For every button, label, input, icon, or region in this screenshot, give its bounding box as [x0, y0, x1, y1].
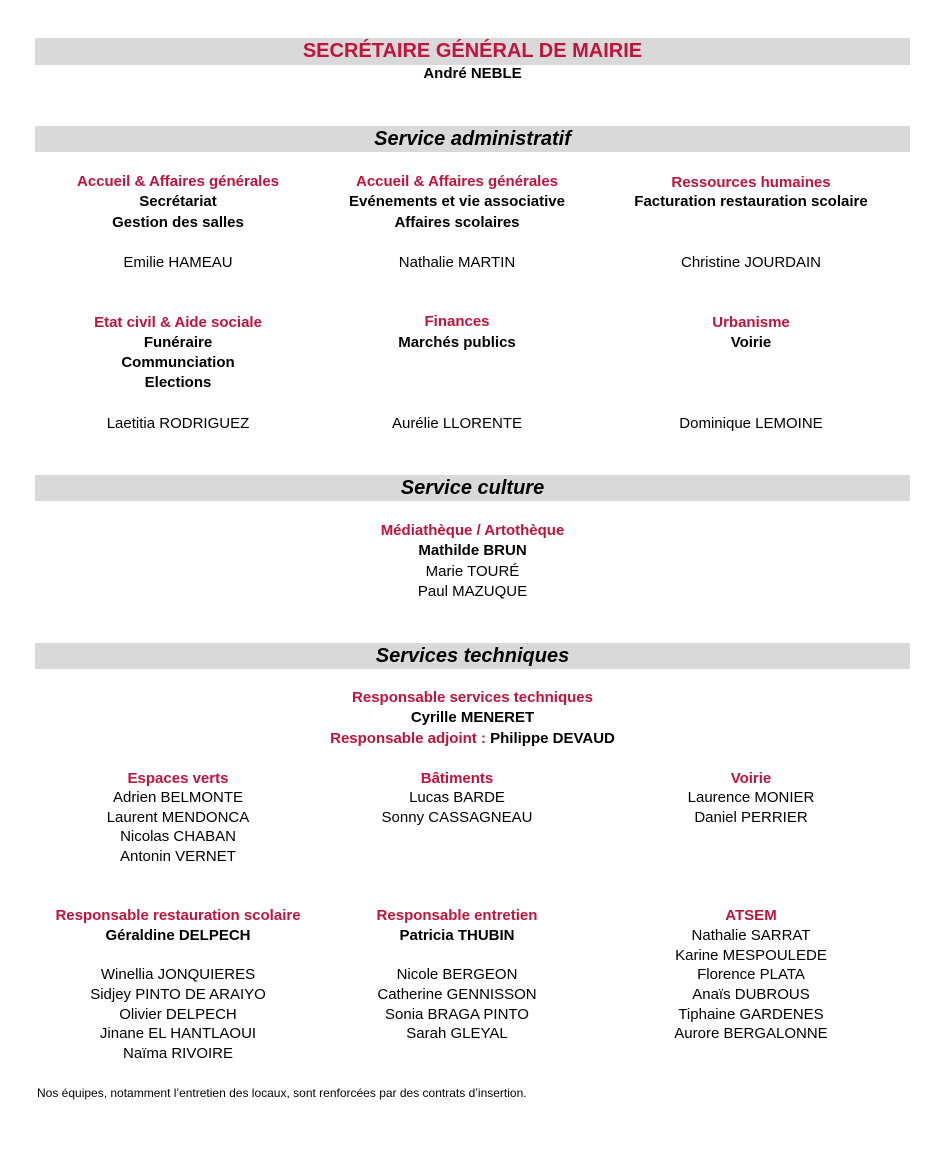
- restauration-member: Winellia JONQUIERES: [100, 966, 256, 983]
- rh-role: Facturation restauration scolaire: [634, 193, 868, 210]
- tech-adjoint: [35, 729, 910, 749]
- section-heading-admin: Service administratif: [374, 128, 571, 150]
- culture-member: Marie TOURÉ: [425, 563, 520, 580]
- espaces-member: Nicolas CHABAN: [120, 828, 236, 845]
- voirie-member: Daniel PERRIER: [694, 809, 808, 826]
- espaces-member: Laurent MENDONCA: [106, 809, 250, 826]
- accueil1-role: Secrétariat: [139, 193, 217, 210]
- atsem-member: Tiphaine GARDENES: [678, 1006, 824, 1023]
- batiments-member: Lucas BARDE: [409, 789, 505, 806]
- atsem-member: Aurore BERGALONNE: [674, 1025, 828, 1042]
- culture-title: Médiathèque / Artothèque: [380, 522, 565, 539]
- etatcivil-role: Communciation: [121, 354, 235, 371]
- espaces-member: Antonin VERNET: [120, 848, 236, 865]
- accueil1-title: Accueil & Affaires générales: [76, 173, 280, 190]
- culture-member: Paul MAZUQUE: [417, 583, 528, 600]
- restauration-title: Responsable restauration scolaire: [55, 907, 301, 924]
- secretary-name: André NEBLE: [423, 65, 522, 82]
- rh-person: Christine JOURDAIN: [680, 254, 822, 271]
- section-heading-tech: Services techniques: [375, 645, 570, 667]
- entretien-title: Responsable entretien: [376, 907, 538, 924]
- culture-lead: Mathilde BRUN: [418, 542, 527, 559]
- batiments-member: Sonny CASSAGNEAU: [381, 809, 533, 826]
- etatcivil-title: Etat civil & Aide sociale: [94, 314, 262, 331]
- accueil1-role: Gestion des salles: [112, 214, 244, 231]
- tech-adjoint-label: Responsable adjoint :: [330, 730, 486, 747]
- restauration-member: Olivier DELPECH: [119, 1006, 237, 1023]
- atsem-member: Karine MESPOULEDE: [675, 947, 827, 964]
- batiments-title: Bâtiments: [420, 770, 494, 787]
- espaces-member: Adrien BELMONTE: [112, 789, 244, 806]
- restauration-member: Sidjey PINTO DE ARAIYO: [90, 986, 266, 1003]
- entretien-member: Sarah GLEYAL: [406, 1025, 508, 1042]
- etatcivil-role: Funéraire: [143, 334, 213, 351]
- accueil2-title: Accueil & Affaires générales: [355, 173, 559, 190]
- etatcivil-role: Elections: [144, 374, 212, 391]
- restauration-lead: Géraldine DELPECH: [105, 927, 251, 944]
- urbanisme-person: Dominique LEMOINE: [679, 415, 823, 432]
- finances-role: Marchés publics: [398, 334, 516, 351]
- entretien-member: Sonia BRAGA PINTO: [385, 1006, 529, 1023]
- restauration-member: Jinane EL HANTLAOUI: [99, 1025, 257, 1042]
- accueil1-person: Emilie HAMEAU: [123, 254, 233, 271]
- tech-adjoint-name: Philippe DEVAUD: [490, 730, 615, 747]
- urbanisme-role: Voirie: [730, 334, 772, 351]
- atsem-member: Florence PLATA: [697, 966, 805, 983]
- etatcivil-person: Laetitia RODRIGUEZ: [106, 415, 250, 432]
- entretien-member: Nicole BERGEON: [396, 966, 518, 983]
- finances-person: Aurélie LLORENTE: [391, 415, 523, 432]
- restauration-member: Naïma RIVOIRE: [122, 1045, 234, 1062]
- rh-title: Ressources humaines: [671, 174, 831, 191]
- accueil2-person: Nathalie MARTIN: [398, 254, 516, 271]
- atsem-member: Anaïs DUBROUS: [692, 986, 810, 1003]
- accueil2-role: Affaires scolaires: [394, 214, 520, 231]
- accueil2-role: Evénements et vie associative: [349, 193, 565, 210]
- tech-resp-title: Responsable services techniques: [352, 689, 593, 706]
- tech-resp-name: Cyrille MENERET: [410, 709, 535, 726]
- atsem-member: Nathalie SARRAT: [691, 927, 811, 944]
- atsem-title: ATSEM: [725, 907, 777, 924]
- espaces-title: Espaces verts: [127, 770, 229, 787]
- section-heading-culture: Service culture: [400, 477, 545, 499]
- entretien-lead: Patricia THUBIN: [399, 927, 515, 944]
- page-title: SECRÉTAIRE GÉNÉRAL DE MAIRIE: [302, 40, 643, 62]
- urbanisme-title: Urbanisme: [712, 314, 790, 331]
- voirie-member: Laurence MONIER: [687, 789, 815, 806]
- entretien-member: Catherine GENNISSON: [377, 986, 537, 1003]
- finances-title: Finances: [424, 313, 490, 330]
- footer-note: Nos équipes, notamment l’entretien des locaux, sont renforcées par des contrats d’insertion.: [37, 1086, 527, 1100]
- voirie-title: Voirie: [730, 770, 772, 787]
